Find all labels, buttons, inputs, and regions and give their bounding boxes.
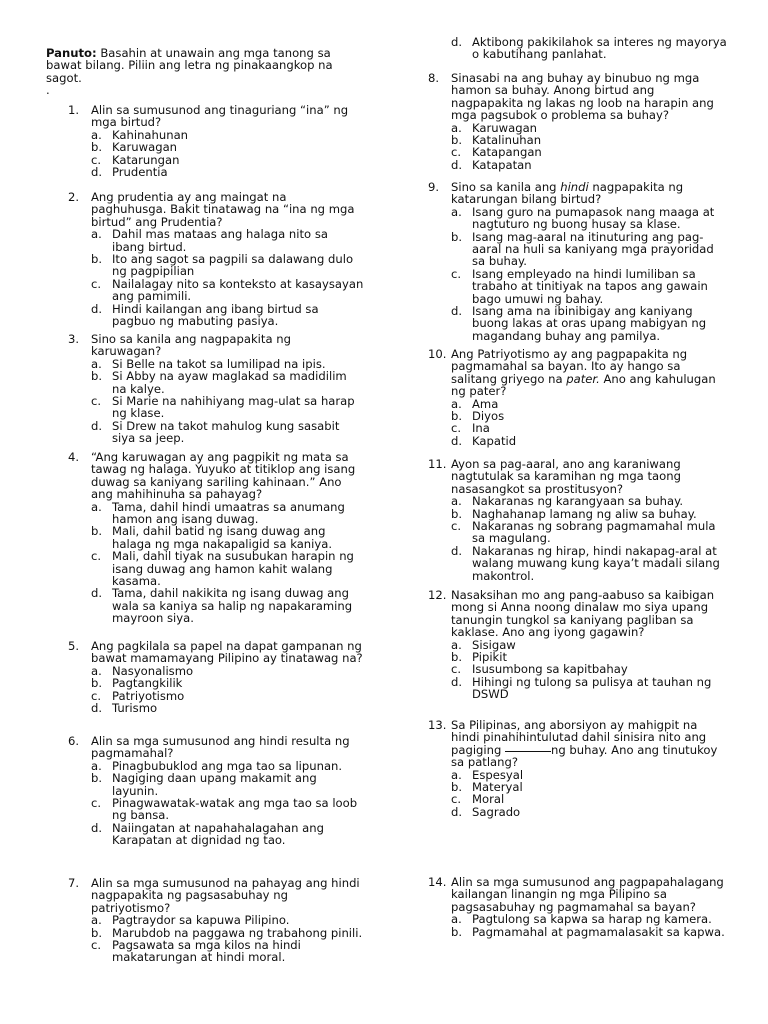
- option-letter: a.: [451, 120, 462, 135]
- question-text: Alin sa mga sumusunod ang hindi resulta ng pagmamahal?: [91, 734, 350, 761]
- question-number: 13.: [428, 718, 447, 732]
- question-7: [68, 877, 364, 964]
- question-13: [428, 719, 728, 818]
- answer-option: [428, 520, 728, 545]
- question-stem: [428, 719, 728, 769]
- option-text: Nakaranas ng sobrang pagmamahal mula sa magulang.: [472, 519, 716, 546]
- option-letter: b.: [91, 925, 103, 940]
- question-number: 12.: [428, 588, 447, 602]
- option-text: Tama, dahil hindi umaatras sa anumang hamon ang isang duwag.: [112, 499, 345, 527]
- option-letter: c.: [451, 662, 462, 677]
- option-text: Nakaranas ng hirap, hindi nakapag-aral at walang muwang kung kaya’t madali silang makontrol.: [472, 543, 720, 583]
- option-text: Materyal: [472, 780, 523, 795]
- answer-option: [68, 166, 364, 178]
- option-letter: b.: [91, 369, 103, 384]
- answer-option: [68, 914, 364, 926]
- instructions: [46, 47, 364, 97]
- question-number: 8.: [428, 71, 440, 85]
- option-text: Tama, dahil nakikita ng isang duwag ang wala sa kaniya sa halip ng napakaraming mayroon siya.: [112, 586, 353, 626]
- option-text: Patriyotismo: [112, 688, 185, 703]
- option-letter: b.: [91, 140, 103, 155]
- option-letter: a.: [91, 227, 102, 242]
- question-stem: [68, 191, 364, 228]
- question-5: [68, 640, 364, 714]
- question-text: Sinasabi na ang buhay ay binubuo ng mga hamon sa buhay. Anong birtud ang nagpapakita ng lakas ng loob na harapin ang mga pagsubok o problema sa buhay?: [451, 71, 714, 123]
- option-letter: b.: [91, 676, 103, 691]
- option-letter: d.: [451, 804, 463, 819]
- question-number: 1.: [68, 103, 80, 117]
- question-text: Alin sa mga sumusunod ang pagpapahalagang kailangan linangin ng mga Pilipino sa pagsasabuhay ng pagmamahal sa bayan?: [451, 875, 724, 914]
- option-letter: a.: [451, 912, 462, 927]
- option-letter: d.: [91, 820, 103, 835]
- option-letter: b.: [451, 409, 463, 424]
- option-text: Kahinahunan: [112, 127, 189, 142]
- question-10: [428, 348, 728, 447]
- option-text: Moral: [472, 792, 505, 807]
- option-letter: d.: [91, 418, 103, 433]
- question-text-part: nagpapakita ng katarungan bilang birtud?: [451, 180, 684, 207]
- answer-option: [428, 913, 728, 925]
- option-letter: d.: [91, 165, 103, 180]
- instructions-label: Panuto:: [46, 46, 97, 60]
- option-letter: a.: [451, 767, 462, 782]
- answer-option: [68, 702, 364, 714]
- option-letter: c.: [451, 421, 462, 436]
- question-2: [68, 191, 364, 327]
- option-list: [68, 760, 364, 847]
- question-text: Sino sa kanila ang nagpapakita ng karuwagan?: [91, 332, 291, 359]
- question-3: [68, 333, 364, 445]
- option-text: Isang guro na pumapasok nang maaga at nagtuturo ng buong husay sa klase.: [472, 204, 715, 232]
- answer-option: [68, 822, 364, 847]
- option-letter: d.: [451, 674, 463, 689]
- question-11: [428, 458, 728, 582]
- question-number: 9.: [428, 180, 440, 194]
- option-text: Si Marie na nahihiyang mag-ulat sa harap ng klase.: [112, 394, 355, 421]
- option-letter: a.: [91, 499, 102, 514]
- option-text: Karuwagan: [112, 140, 178, 155]
- option-list: [68, 129, 364, 179]
- option-list: [428, 913, 728, 938]
- option-text: Katarungan: [112, 152, 180, 167]
- answer-option: [428, 268, 728, 305]
- option-list: [68, 914, 364, 964]
- question-stem: [428, 876, 728, 913]
- question-text: Nasaksihan mo ang pang-aabuso sa kaibigan mong si Anna noong dinalaw mo siya upang tanungin tungkol sa kaniyang pagliban sa kaklase. Ano ang iyong gagawin?: [451, 588, 715, 640]
- option-list: [68, 228, 364, 327]
- question-number: 2.: [68, 190, 80, 204]
- answer-option: [68, 677, 364, 689]
- option-text: Mali, dahil tiyak na susubukan harapin ng isang duwag ang hamon kahit walang kasama.: [112, 549, 354, 589]
- answer-option: [68, 772, 364, 797]
- question-12: [428, 589, 728, 701]
- answer-option: [428, 806, 728, 818]
- option-text: Hihingi ng tulong sa pulisya at tauhan ng DSWD: [472, 674, 712, 702]
- option-text: Nasyonalismo: [112, 663, 194, 678]
- option-letter: d.: [91, 701, 103, 716]
- option-text: Isang empleyado na hindi lumiliban sa trabaho at tinitiyak na tapos ang gawain bago umuwi ng bahay.: [472, 266, 708, 306]
- option-letter: c.: [451, 792, 462, 807]
- answer-option: [68, 420, 364, 445]
- answer-option: [68, 550, 364, 587]
- option-text: Isusumbong sa kapitbahay: [472, 662, 628, 677]
- answer-option: [68, 395, 364, 420]
- question-stem: [68, 640, 364, 665]
- question-text: Alin sa mga sumusunod na pahayag ang hindi nagpapakita ng pagsasabuhay ng patriyotismo?: [91, 876, 360, 915]
- answer-option: [428, 676, 728, 701]
- option-text: Isang mag-aaral na itinuturing ang pag-aaral na huli sa kaniyang mga prayoridad sa buhay.: [472, 229, 714, 269]
- question-text: [451, 181, 728, 206]
- answer-option: [68, 587, 364, 624]
- option-list: [68, 358, 364, 445]
- option-list: [428, 398, 728, 448]
- option-text: Hindi kailangan ang ibang birtud sa pagbuo ng mabuting pasiya.: [112, 301, 319, 329]
- option-letter: d.: [451, 157, 463, 172]
- question-14: [428, 876, 728, 938]
- answer-option: [68, 797, 364, 822]
- answer-option: [68, 370, 364, 395]
- question-text: Ang prudentia ay ang maingat na paghuhusga. Bakit tinatawag na “ina ng mga birtud” ang Prudentia?: [91, 190, 355, 229]
- option-text: Mali, dahil batid ng isang duwag ang halaga ng mga nakapaligid sa kaniya.: [112, 524, 333, 551]
- fill-in-blank: [505, 751, 551, 752]
- option-letter: d.: [451, 35, 463, 49]
- question-text-part: Sa Pilipinas, ang aborsiyon ay mahigpit na hindi pinahihintulutad dahil sinisira nito ang pagiging: [451, 718, 707, 757]
- option-text: Aktibong pakikilahok sa interes ng mayorya o kabutihang panlahat.: [472, 35, 727, 62]
- question-number: 5.: [68, 639, 80, 653]
- question-9: [428, 181, 728, 342]
- option-text: Karuwagan: [472, 120, 538, 135]
- option-letter: a.: [91, 758, 102, 773]
- option-letter: c.: [91, 152, 102, 167]
- question-text-part: ng buhay. Ano ang tinutukoy sa patlang?: [451, 742, 718, 770]
- answer-option: [428, 545, 728, 582]
- answer-option: [428, 231, 728, 268]
- answer-option: [428, 159, 728, 171]
- option-text: Pagsawata sa mga kilos na hindi makatarungan at hindi moral.: [112, 938, 301, 965]
- option-letter: c.: [91, 796, 102, 811]
- question-1: [68, 104, 364, 178]
- option-letter: b.: [91, 252, 103, 267]
- option-letter: a.: [91, 663, 102, 678]
- option-text: Diyos: [472, 409, 505, 424]
- option-text: Nailalagay nito sa konteksto at kasaysayan ang pamimili.: [112, 276, 364, 304]
- question-stem: [68, 877, 364, 914]
- option-text: Pagtangkilik: [112, 676, 183, 691]
- option-letter: b.: [91, 771, 103, 786]
- option-list: [68, 501, 364, 625]
- question-text-part: Ano ang kahulugan ng pater?: [451, 371, 716, 399]
- answer-option: [68, 228, 364, 253]
- option-text: Pinagbubuklod ang mga tao sa lipunan.: [112, 758, 343, 773]
- option-text: Marubdob na paggawa ng trabahong pinili.: [112, 925, 363, 940]
- question-text: Ang pagkilala sa papel na dapat gampanan ng bawat mamamayang Pilipino ay tinatawag na?: [91, 639, 363, 666]
- option-letter: a.: [91, 356, 102, 371]
- option-text: Pagmamahal at pagmamalasakit sa kapwa.: [472, 924, 725, 939]
- question-stem: [428, 589, 728, 639]
- question-stem: [68, 333, 364, 358]
- option-letter: c.: [91, 688, 102, 703]
- option-letter: d.: [451, 433, 463, 448]
- option-letter: b.: [451, 229, 463, 244]
- question-text: “Ang karuwagan ay ang pagpikit ng mata sa tawag ng halaga. Yuyuko at titiklop ang isang duwag sa kaniyang sariling kahinaan.” Ano ang mahihinuha sa pahayag?: [91, 450, 356, 502]
- option-list: [428, 206, 728, 342]
- option-text: Espesyal: [472, 767, 524, 782]
- option-letter: c.: [451, 145, 462, 160]
- option-list: [428, 495, 728, 582]
- option-letter: b.: [451, 650, 463, 665]
- option-text: Nakaranas ng karangyaan sa buhay.: [472, 494, 684, 509]
- option-text: Dahil mas mataas ang halaga nito sa ibang birtud.: [112, 227, 328, 254]
- answer-option: [428, 422, 728, 434]
- option-text: Ito ang sagot sa pagpili sa dalawang dulo ng pagpipilian: [112, 252, 354, 279]
- option-text: Pinagwawatak-watak ang mga tao sa loob ng bansa.: [112, 796, 358, 823]
- question-7-continued: [428, 36, 728, 61]
- question-text: Ayon sa pag-aaral, ano ang karaniwang nagtutulak sa karamihan ng mga taong nasasangkot sa prostitusyon?: [451, 457, 681, 496]
- option-letter: a.: [451, 396, 462, 411]
- option-text: Katalinuhan: [472, 133, 542, 148]
- option-letter: b.: [91, 524, 103, 539]
- answer-option: [68, 253, 364, 278]
- option-text: Ama: [472, 396, 499, 411]
- option-list: [68, 665, 364, 715]
- question-stem: [428, 72, 728, 122]
- option-letter: a.: [451, 637, 462, 652]
- question-stem: [428, 181, 728, 206]
- answer-option: [428, 495, 728, 507]
- option-list: [428, 639, 728, 701]
- question-number: 6.: [68, 734, 80, 748]
- option-text: Sisigaw: [472, 637, 516, 652]
- option-letter: c.: [91, 394, 102, 409]
- question-stem: [428, 458, 728, 495]
- question-text-emphasis: hindi: [560, 180, 589, 194]
- option-text: Si Belle na takot sa lumilipad na ipis.: [112, 356, 326, 371]
- question-stem: [68, 735, 364, 760]
- answer-option: [68, 525, 364, 550]
- question-6: [68, 735, 364, 847]
- option-text: Ina: [472, 421, 490, 436]
- answer-option: [428, 435, 728, 447]
- option-text: Isang ama na ibinibigay ang kaniyang buong lakas at oras upang mabigyan ng magandang buhay ang pamilya.: [472, 304, 707, 343]
- option-letter: b.: [451, 924, 463, 939]
- option-letter: b.: [451, 780, 463, 795]
- question-4: [68, 451, 364, 625]
- option-list: [428, 36, 728, 61]
- question-number: 11.: [428, 457, 447, 471]
- option-text: Si Abby na ayaw maglakad sa madidilim na kalye.: [112, 369, 347, 396]
- instructions-text: Basahin at unawain ang mga tanong sa bawat bilang. Piliin ang letra ng pinakaangkop na sagot.: [46, 46, 333, 85]
- option-letter: a.: [91, 127, 102, 142]
- question-text: [451, 719, 728, 769]
- option-text: Katapangan: [472, 145, 542, 160]
- option-text: Pipikit: [472, 650, 508, 665]
- option-letter: d.: [91, 301, 103, 316]
- answer-option: [428, 146, 728, 158]
- option-letter: c.: [451, 519, 462, 534]
- option-text: Prudentia: [112, 165, 168, 180]
- instructions-dot: .: [46, 83, 50, 98]
- option-letter: d.: [91, 586, 103, 601]
- answer-option: [68, 939, 364, 964]
- option-text: Pagtulong sa kapwa sa harap ng kamera.: [472, 912, 712, 927]
- answer-option: [428, 926, 728, 938]
- answer-option: [428, 663, 728, 675]
- option-letter: c.: [91, 276, 102, 291]
- option-letter: c.: [91, 938, 102, 953]
- question-number: 14.: [428, 875, 447, 889]
- question-8: [428, 72, 728, 171]
- answer-option: [68, 501, 364, 526]
- option-letter: d.: [451, 543, 463, 558]
- question-stem: [428, 348, 728, 398]
- question-number: 4.: [68, 450, 80, 464]
- option-text: Si Drew na takot mahulog kung sasabit siya sa jeep.: [112, 418, 340, 446]
- option-letter: d.: [451, 304, 463, 319]
- option-letter: c.: [451, 266, 462, 281]
- answer-option: [68, 278, 364, 303]
- option-text: Turismo: [112, 701, 158, 716]
- answer-option: [68, 141, 364, 153]
- option-list: [428, 122, 728, 172]
- option-letter: a.: [91, 913, 102, 928]
- option-letter: b.: [451, 133, 463, 148]
- option-text: Naghahanap lamang ng aliw sa buhay.: [472, 506, 697, 521]
- question-text-part: Ang Patriyotismo ay ang pagpapakita ng pagmamahal sa bayan. Ito ay hango sa salitang griyego na: [451, 347, 688, 386]
- option-letter: c.: [91, 549, 102, 564]
- question-text: Alin sa sumusunod ang tinaguriang “ina” ng mga birtud?: [91, 103, 349, 130]
- question-stem: [68, 451, 364, 501]
- question-number: 7.: [68, 876, 80, 890]
- option-text: Pagtraydor sa kapuwa Pilipino.: [112, 913, 290, 928]
- option-text: Naiingatan at napahahalagahan ang Karapatan at dignidad ng tao.: [112, 820, 324, 848]
- option-text: Nagiging daan upang makamit ang layunin.: [112, 771, 317, 798]
- option-text: Kapatid: [472, 433, 517, 448]
- answer-option: [68, 303, 364, 328]
- answer-option: [428, 305, 728, 342]
- answer-option: [428, 206, 728, 231]
- option-text: Sagrado: [472, 804, 521, 819]
- question-stem: [68, 104, 364, 129]
- option-letter: a.: [451, 494, 462, 509]
- answer-option: [428, 793, 728, 805]
- option-list: [428, 769, 728, 819]
- option-letter: a.: [451, 204, 462, 219]
- option-text: Katapatan: [472, 157, 532, 172]
- question-number: 10.: [428, 347, 447, 361]
- option-letter: b.: [451, 506, 463, 521]
- question-number: 3.: [68, 332, 80, 346]
- answer-option: [428, 36, 728, 61]
- question-text: [451, 348, 728, 398]
- question-text-part: Sino sa kanila ang: [451, 180, 561, 194]
- question-text-emphasis: pater.: [566, 371, 600, 386]
